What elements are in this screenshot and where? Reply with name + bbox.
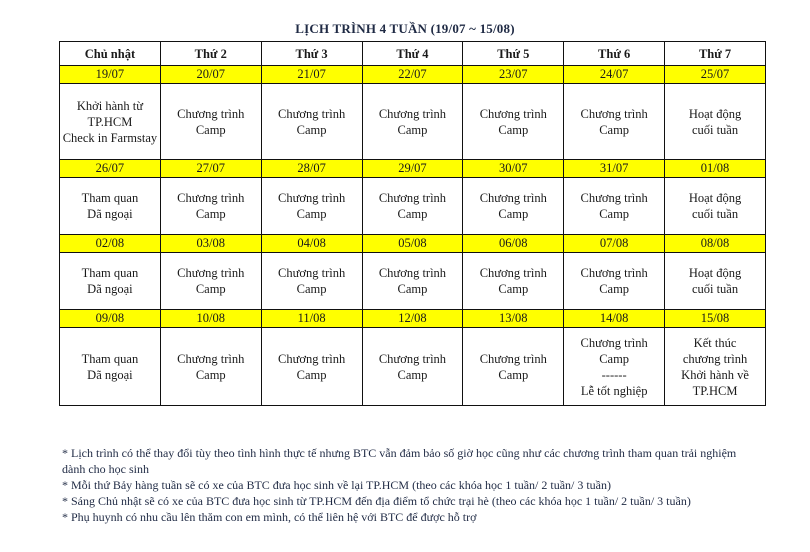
note-item: * Lịch trình có thể thay đổi tùy theo tình hình thực tế nhưng BTC vẫn đảm bảo số giờ học cũng như các chương trình tham quan trải nghiệm dành cho học sinh xyxy=(62,446,737,476)
date-cell: 27/07 xyxy=(160,160,261,178)
activity-cell xyxy=(160,84,261,160)
date-cell: 15/08 xyxy=(665,310,766,328)
activity-line: cuối tuần xyxy=(691,122,739,137)
header-row xyxy=(60,42,766,66)
date-cell: 13/08 xyxy=(463,310,564,328)
activity-cell xyxy=(160,178,261,235)
activity-line: Hoạt động xyxy=(688,191,742,205)
activity-line: Camp xyxy=(498,367,529,382)
activity-cell xyxy=(60,328,161,406)
activity-line: Tham quan xyxy=(81,191,139,205)
date-row xyxy=(60,160,766,178)
activity-cell xyxy=(665,328,766,406)
date-cell: 23/07 xyxy=(463,66,564,84)
activity-line: Chương trình xyxy=(479,266,547,280)
activity-line: Tham quan xyxy=(81,266,139,280)
activity-row xyxy=(60,178,766,235)
activity-line: ------ xyxy=(601,367,627,382)
activity-cell xyxy=(60,178,161,235)
activity-cell xyxy=(463,328,564,406)
activity-line: Camp xyxy=(296,282,327,296)
activity-line: Chương trình xyxy=(278,191,346,205)
activity-cell xyxy=(362,328,463,406)
activity-line: Hoạt động xyxy=(688,266,742,280)
activity-cell xyxy=(564,328,665,406)
notes-section xyxy=(62,445,762,525)
activity-line: Chương trình xyxy=(177,351,245,366)
header-monday: Thứ 2 xyxy=(160,42,261,66)
note-item: * Phụ huynh có nhu cầu lên thăm con em mình, có thể liên hệ với BTC để được hỗ trợ xyxy=(62,510,477,524)
activity-cell xyxy=(362,84,463,160)
activity-cell xyxy=(564,253,665,310)
date-cell: 03/08 xyxy=(160,235,261,253)
activity-line: Chương trình Camp xyxy=(177,106,245,137)
date-cell: 04/08 xyxy=(261,235,362,253)
activity-cell xyxy=(665,253,766,310)
activity-line: Dã ngoại xyxy=(87,207,133,221)
activity-cell xyxy=(261,178,362,235)
activity-line: Chương trình xyxy=(378,266,447,280)
activity-line: Chương trình xyxy=(177,266,245,280)
activity-line: Camp xyxy=(397,122,428,137)
activity-row xyxy=(60,253,766,310)
header-sunday: Chủ nhật xyxy=(60,42,161,66)
schedule-title: LỊCH TRÌNH 4 TUẦN (19/07 ~ 15/08) xyxy=(295,21,515,36)
date-cell: 21/07 xyxy=(261,66,362,84)
date-row xyxy=(60,310,766,328)
date-row xyxy=(60,235,766,253)
activity-line: Camp xyxy=(296,207,327,221)
date-cell: 14/08 xyxy=(564,310,665,328)
activity-line: Camp xyxy=(195,207,226,221)
date-cell: 01/08 xyxy=(665,160,766,178)
activity-line: Khởi hành từ xyxy=(76,98,143,113)
activity-cell xyxy=(261,328,362,406)
activity-line: TP.HCM xyxy=(692,383,738,398)
date-cell: 12/08 xyxy=(362,310,463,328)
activity-cell xyxy=(160,253,261,310)
header-friday: Thứ 6 xyxy=(564,42,665,66)
activity-cell xyxy=(564,84,665,160)
activity-cell xyxy=(261,253,362,310)
activity-line: Camp xyxy=(397,207,428,221)
activity-line: Camp xyxy=(195,282,226,296)
activity-line: Chương trình xyxy=(378,351,447,366)
activity-line: Chương trình xyxy=(378,191,447,205)
activity-line: Camp xyxy=(296,122,327,137)
activity-line: Chương trình xyxy=(479,106,547,121)
activity-line: Camp xyxy=(498,122,529,137)
date-cell: 09/08 xyxy=(60,310,161,328)
header-saturday: Thứ 7 xyxy=(665,42,766,66)
note-item: * Sáng Chủ nhật sẽ có xe của BTC đưa học sinh từ TP.HCM đến địa điểm tổ chức trại hè (theo các khóa học 1 tuần/ 2 tuần/ 3 tuần) xyxy=(62,494,691,508)
activity-cell xyxy=(362,178,463,235)
activity-line: Chương trình xyxy=(278,106,346,121)
activity-cell xyxy=(665,178,766,235)
activity-line: Chương trình xyxy=(177,191,245,205)
activity-line: Khởi hành về xyxy=(681,367,749,382)
activity-cell xyxy=(261,84,362,160)
activity-line: Camp xyxy=(195,367,226,382)
activity-line: Camp xyxy=(599,282,630,296)
activity-line: Chương trình xyxy=(580,191,648,205)
activity-line: Chương trình xyxy=(580,266,648,280)
activity-cell xyxy=(463,84,564,160)
activity-line: Tham quan xyxy=(81,351,139,366)
activity-line: Chương trình xyxy=(580,335,648,350)
activity-cell xyxy=(665,84,766,160)
activity-row xyxy=(60,84,766,160)
date-cell: 05/08 xyxy=(362,235,463,253)
activity-cell xyxy=(463,178,564,235)
date-cell: 10/08 xyxy=(160,310,261,328)
date-cell: 25/07 xyxy=(665,66,766,84)
date-cell: 22/07 xyxy=(362,66,463,84)
header-thursday: Thứ 5 xyxy=(463,42,564,66)
date-cell: 08/08 xyxy=(665,235,766,253)
activity-line: Camp xyxy=(397,367,428,382)
activity-line: Camp xyxy=(599,122,630,137)
activity-line: Chương trình xyxy=(479,351,547,366)
date-row xyxy=(60,66,766,84)
activity-cell xyxy=(362,253,463,310)
activity-line: Check in Farmstay xyxy=(62,130,158,145)
date-cell: 31/07 xyxy=(564,160,665,178)
date-cell: 11/08 xyxy=(261,310,362,328)
date-cell: 29/07 xyxy=(362,160,463,178)
schedule-table xyxy=(59,41,766,406)
activity-line: TP.HCM xyxy=(87,114,133,129)
activity-row xyxy=(60,328,766,406)
activity-line: Camp xyxy=(498,282,529,296)
activity-cell xyxy=(463,253,564,310)
activity-line: Dã ngoại xyxy=(87,367,133,382)
date-cell: 24/07 xyxy=(564,66,665,84)
activity-line: Camp xyxy=(498,207,529,221)
header-tuesday: Thứ 3 xyxy=(261,42,362,66)
activity-line: Chương trình xyxy=(278,266,346,280)
activity-line: Chương trình xyxy=(580,106,648,121)
activity-line: Chương trình xyxy=(479,191,547,205)
activity-line: Chương trình xyxy=(378,106,447,121)
activity-cell xyxy=(60,253,161,310)
activity-line: cuối tuần xyxy=(691,207,739,221)
date-cell: 07/08 xyxy=(564,235,665,253)
activity-line: Camp xyxy=(599,207,630,221)
activity-cell xyxy=(564,178,665,235)
activity-line: Chương trình xyxy=(278,351,346,366)
date-cell: 19/07 xyxy=(60,66,161,84)
date-cell: 20/07 xyxy=(160,66,261,84)
activity-line: Camp xyxy=(296,367,327,382)
date-cell: 26/07 xyxy=(60,160,161,178)
date-cell: 02/08 xyxy=(60,235,161,253)
activity-line: chương trình xyxy=(682,351,748,366)
date-cell: 30/07 xyxy=(463,160,564,178)
activity-line: Kết thúc xyxy=(693,335,737,350)
activity-line: Hoạt động xyxy=(688,106,742,121)
activity-line: Lễ tốt nghiệp xyxy=(580,383,648,398)
activity-cell xyxy=(60,84,161,160)
activity-line: cuối tuần xyxy=(691,282,739,296)
activity-cell xyxy=(160,328,261,406)
activity-line: Camp xyxy=(599,351,630,366)
header-wednesday: Thứ 4 xyxy=(362,42,463,66)
schedule-body xyxy=(60,66,766,406)
note-item: * Mỗi thứ Bảy hàng tuần sẽ có xe của BTC đưa học sinh về lại TP.HCM (theo các khóa học 1 tuần/ 2 tuần/ 3 tuần) xyxy=(62,478,612,492)
activity-line: Camp xyxy=(397,282,428,296)
activity-line: Dã ngoại xyxy=(87,282,133,296)
date-cell: 06/08 xyxy=(463,235,564,253)
date-cell: 28/07 xyxy=(261,160,362,178)
